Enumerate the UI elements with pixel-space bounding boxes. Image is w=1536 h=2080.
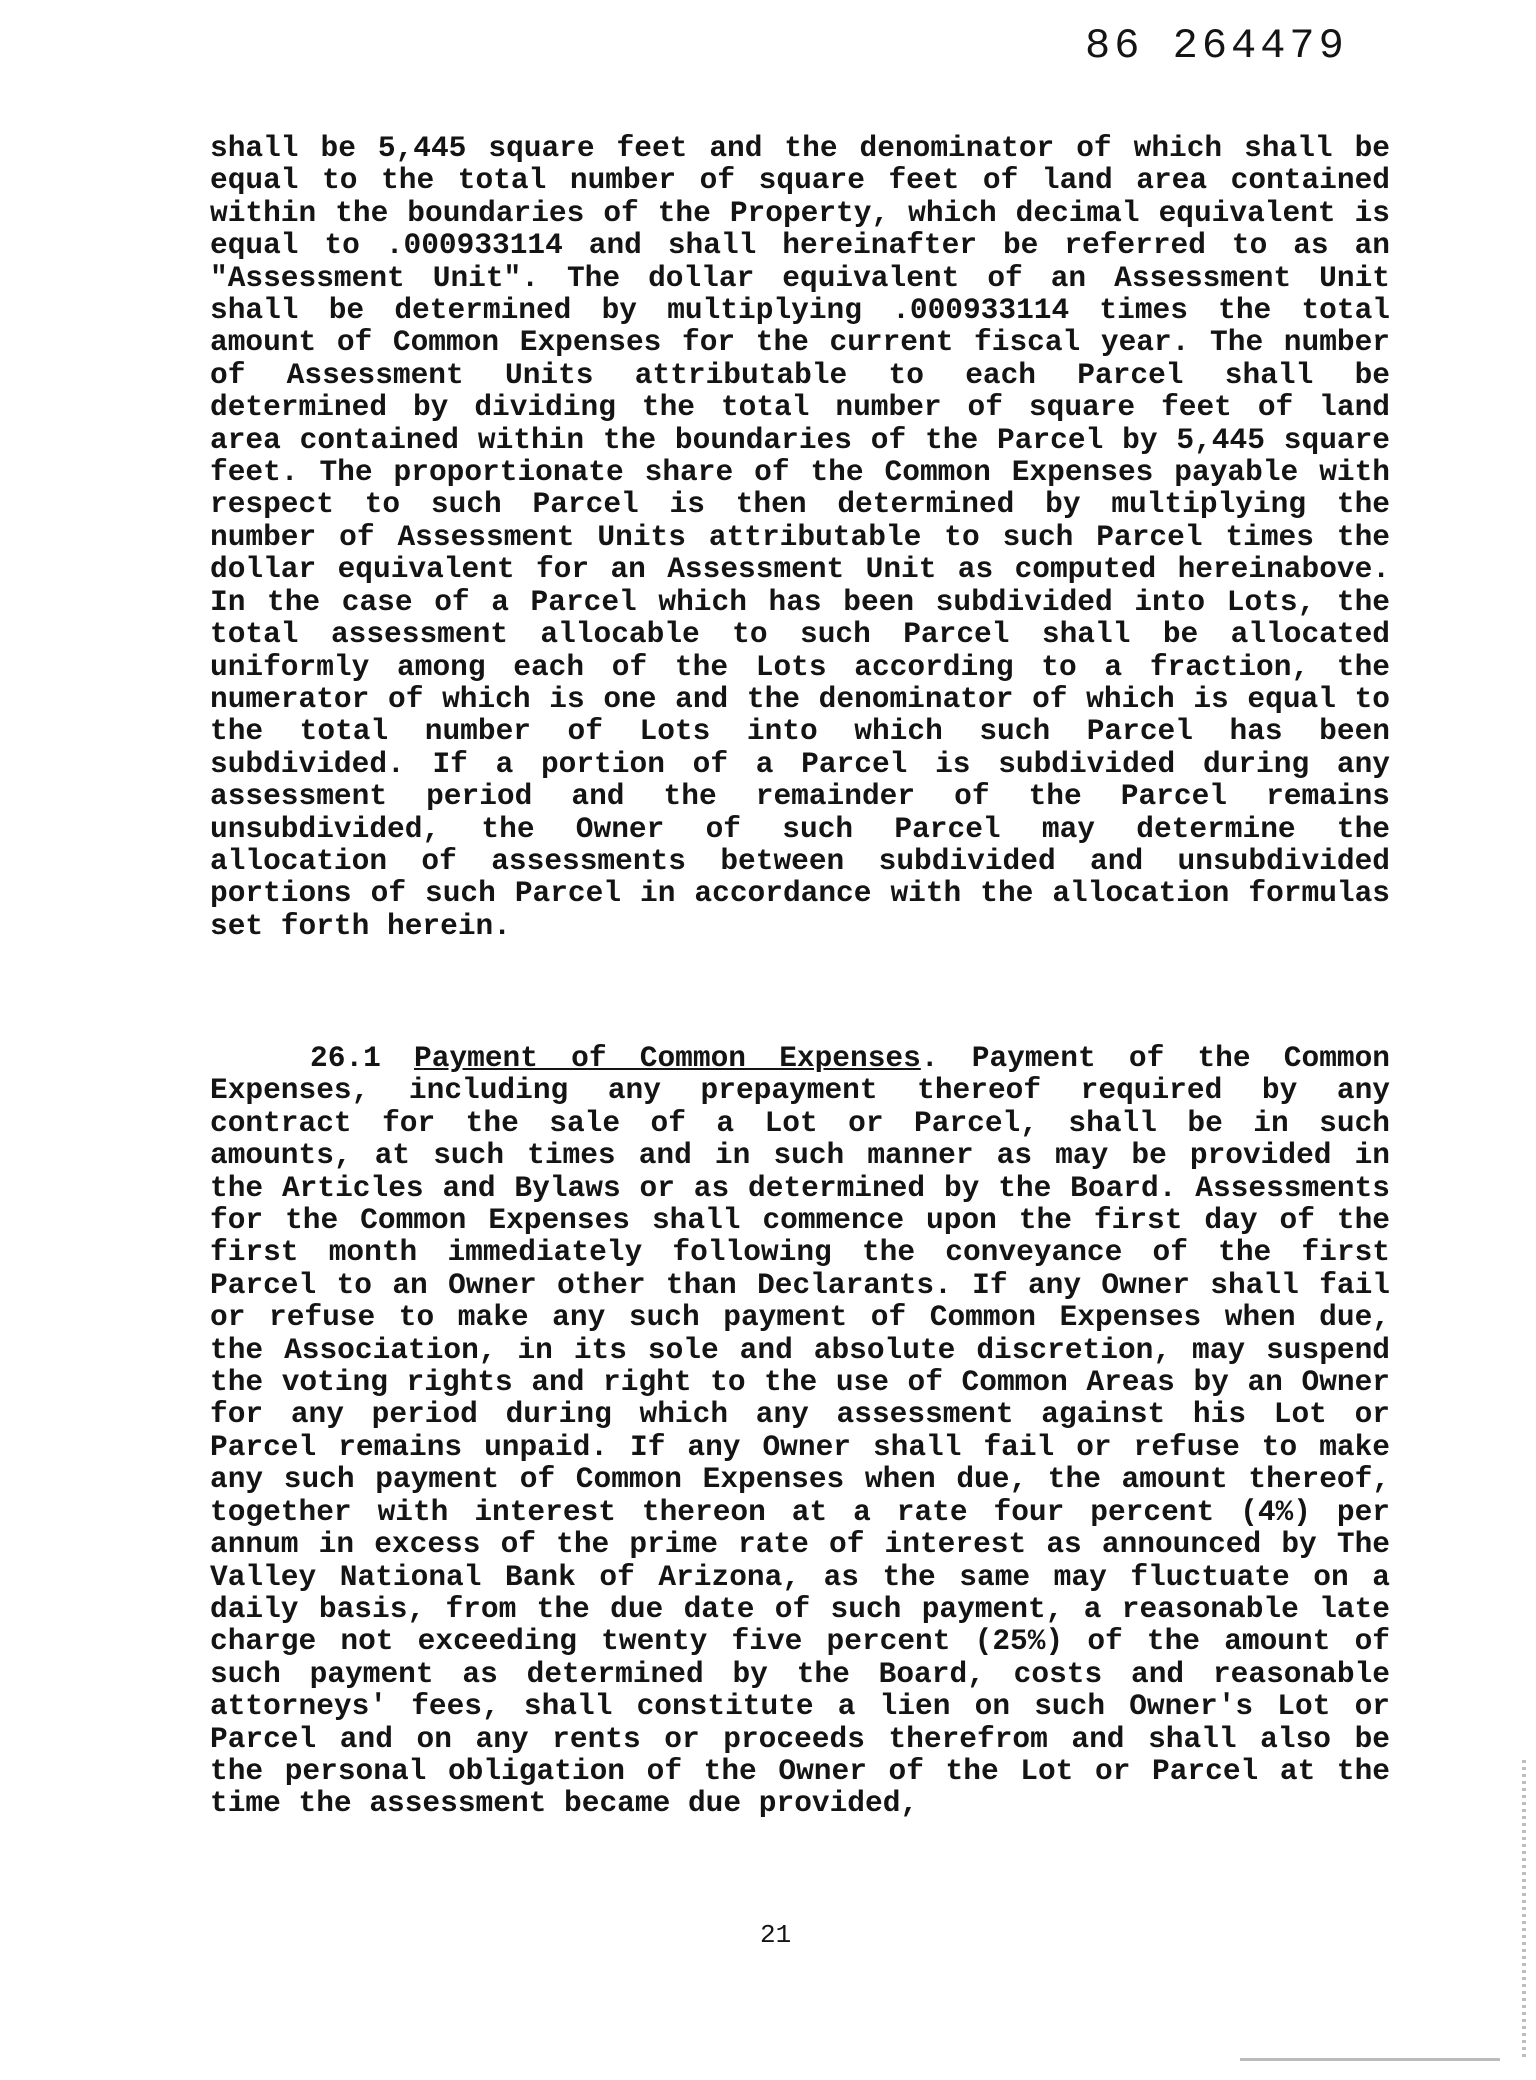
paragraph-assessment-unit: shall be 5,445 square feet and the denominator of which shall be equal to the total number of square feet of land area contained within the boundaries of the Property, which decimal equivalent is equal to .000933114 and shall hereinafter be referred to as an "Assessment Unit". The dollar equivalent of an Assessment Unit shall be determined by multiplying .000933114 times the total amount of Common Expenses for the current fiscal year. The number of Assessment Units attributable to each Parcel shall be determined by dividing the total number of square feet of land area contained within the boundaries of the Parcel by 5,445 square feet. The proportionate share of the Common Expenses payable with respect to such Parcel is then determined by multiplying the number of Assessment Units attributable to such Parcel times the dollar equivalent for an Assessment Unit as computed hereinabove. In the case of a Parcel which has been subdivided into Lots, the total assessment allocable to such Parcel shall be allocated uniformly among each of the Lots according to a fraction, the numerator of which is one and the denominator of which is equal to the total number of Lots into which such Parcel has been subdivided. If a portion of a Parcel is subdivided during any assessment period and the remainder of the Parcel remains unsubdivided, the Owner of such Parcel may determine the allocation of assessments between subdivided and unsubdivided portions of such Parcel in accordance with the allocation formulas set forth herein. — [210, 131, 1390, 943]
section-heading: Payment of Common Expenses — [414, 1041, 921, 1075]
scan-smudge-artifact — [1240, 2058, 1500, 2061]
paragraph-payment-of-common-expenses — [210, 1042, 1390, 1820]
section-body: . Payment of the Common Expenses, including any prepayment thereof required by any contract for the sale of a Lot or Parcel, shall be in such amounts, at such times and in such manner as may be provided in the Articles and Bylaws or as determined by the Board. Assessments for the Common Expenses shall commence upon the first day of the first month immediately following the conveyance of the first Parcel to an Owner other than Declarants. If any Owner shall fail or refuse to make any such payment of Common Expenses when due, the Association, in its sole and absolute discretion, may suspend the voting rights and right to the use of Common Areas by an Owner for any period during which any assessment against his Lot or Parcel remains unpaid. If any Owner shall fail or refuse to make any such payment of Common Expenses when due, the amount thereof, together with interest thereon at a rate four percent (4%) per annum in excess of the prime rate of interest as announced by The Valley National Bank of Arizona, as the same may fluctuate on a daily basis, from the due date of such payment, a reasonable late charge not exceeding twenty five percent (25%) of the amount of such payment as determined by the Board, costs and reasonable attorneys' fees, shall constitute a lien on such Owner's Lot or Parcel and on any rents or proceeds therefrom and shall also be the personal obligation of the Owner of the Lot or Parcel at the time the assessment became due provided, — [210, 1041, 1391, 1821]
page-number: 21 — [760, 1920, 792, 1950]
document-number: 86 264479 — [1085, 22, 1348, 70]
section-number: 26.1 — [310, 1041, 381, 1075]
scan-edge-artifact — [1522, 1760, 1526, 2060]
